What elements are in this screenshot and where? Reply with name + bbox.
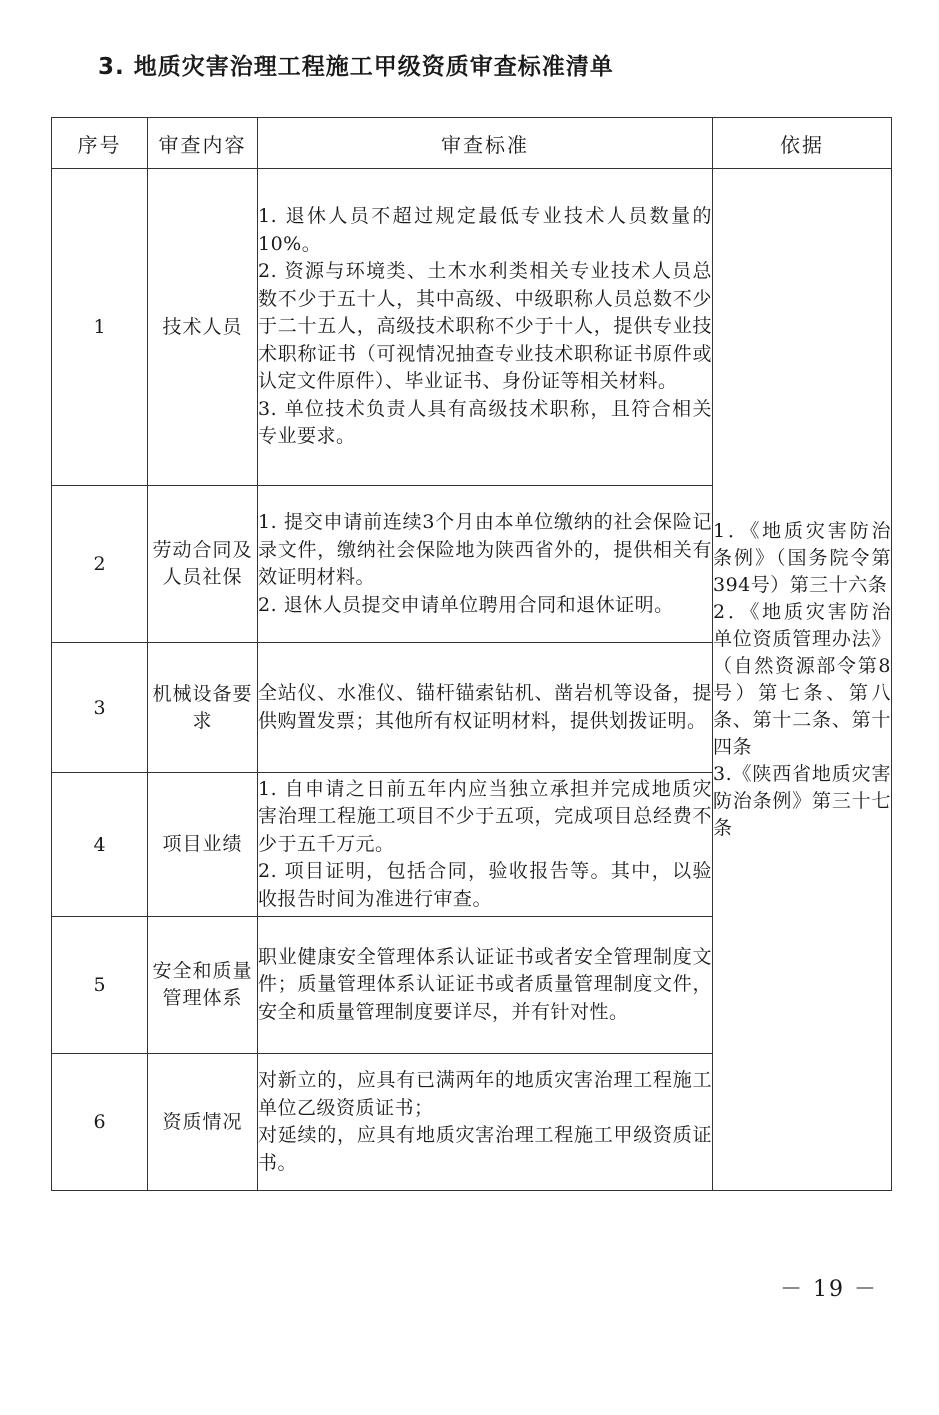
standard-item: 对新立的，应具有已满两年的地质灾害治理工程施工单位乙级资质证书； xyxy=(258,1069,712,1119)
standard-item: 2. 退休人员提交申请单位聘用合同和退休证明。 xyxy=(258,593,674,616)
row-review-standard xyxy=(258,1054,713,1191)
table-row xyxy=(52,169,892,486)
standard-item: 1. 提交申请前连续3个月由本单位缴纳的社会保险记录文件，缴纳社会保险地为陕西省外的，提供相关有效证明材料。 xyxy=(258,511,712,588)
header-serial-number: 序号 xyxy=(52,118,148,169)
standard-item: 2. 资源与环境类、土木水利类相关专业技术人员总数不少于五十人，其中高级、中级职称人员总数不少于二十五人，高级技术职称不少于十人，提供专业技术职称证书（可视情况抽查专业技术职称证书原件或认定文件原件）、毕业证书、身份证等相关材料。 xyxy=(258,260,712,393)
review-standards-table xyxy=(51,117,892,1191)
row-review-content: 安全和质量管理体系 xyxy=(148,917,258,1054)
row-number: 6 xyxy=(52,1054,148,1191)
header-review-content: 审查内容 xyxy=(148,118,258,169)
standard-item: 1. 自申请之日前五年内应当独立承担并完成地质灾害治理工程施工项目不少于五项，完成项目总经费不少于五千万元。 xyxy=(258,777,712,855)
row-review-standard xyxy=(258,917,713,1054)
row-number: 5 xyxy=(52,917,148,1054)
basis-item: 2．《地质灾害防治单位资质管理办法》（自然资源部令第8号）第七条、第八条、第十二条、第十四条 xyxy=(713,600,891,758)
row-review-content: 机械设备要求 xyxy=(148,643,258,773)
header-review-standard: 审查标准 xyxy=(258,118,713,169)
basis-cell xyxy=(713,169,892,1191)
standard-item: 1. 退休人员不超过规定最低专业技术人员数量的10%。 xyxy=(258,205,712,255)
row-number: 2 xyxy=(52,486,148,643)
table-header-row xyxy=(52,118,892,169)
row-review-standard xyxy=(258,486,713,643)
header-basis: 依据 xyxy=(713,118,892,169)
document-title: 3. 地质灾害治理工程施工甲级资质审查标准清单 xyxy=(98,54,614,80)
row-review-content: 项目业绩 xyxy=(148,773,258,917)
page-number: － 19 － xyxy=(780,1277,878,1302)
standard-item: 2. 项目证明，包括合同，验收报告等。其中，以验收报告时间为准进行审查。 xyxy=(258,860,712,910)
standard-item: 3. 单位技术负责人具有高级技术职称，且符合相关专业要求。 xyxy=(258,397,712,448)
row-review-content: 资质情况 xyxy=(148,1054,258,1191)
row-review-standard xyxy=(258,773,713,917)
standard-item: 职业健康安全管理体系认证证书或者安全管理制度文件；质量管理体系认证证书或者质量管理制度文件，安全和质量管理制度要详尽，并有针对性。 xyxy=(258,945,712,1023)
standard-item: 对延续的，应具有地质灾害治理工程施工甲级资质证书。 xyxy=(258,1124,712,1174)
standard-item: 全站仪、水准仪、锚杆锚索钻机、凿岩机等设备，提供购置发票；其他所有权证明材料，提供划拨证明。 xyxy=(258,682,712,732)
basis-item: 1．《地质灾害防治条例》（国务院令第394号）第三十六条 xyxy=(713,519,891,596)
row-review-standard xyxy=(258,643,713,773)
row-review-standard xyxy=(258,169,713,486)
row-number: 4 xyxy=(52,773,148,917)
row-review-content: 技术人员 xyxy=(148,169,258,486)
row-number: 3 xyxy=(52,643,148,773)
row-number: 1 xyxy=(52,169,148,486)
basis-item: 3.《陕西省地质灾害防治条例》第三十七条 xyxy=(713,762,891,839)
row-review-content: 劳动合同及人员社保 xyxy=(148,486,258,643)
